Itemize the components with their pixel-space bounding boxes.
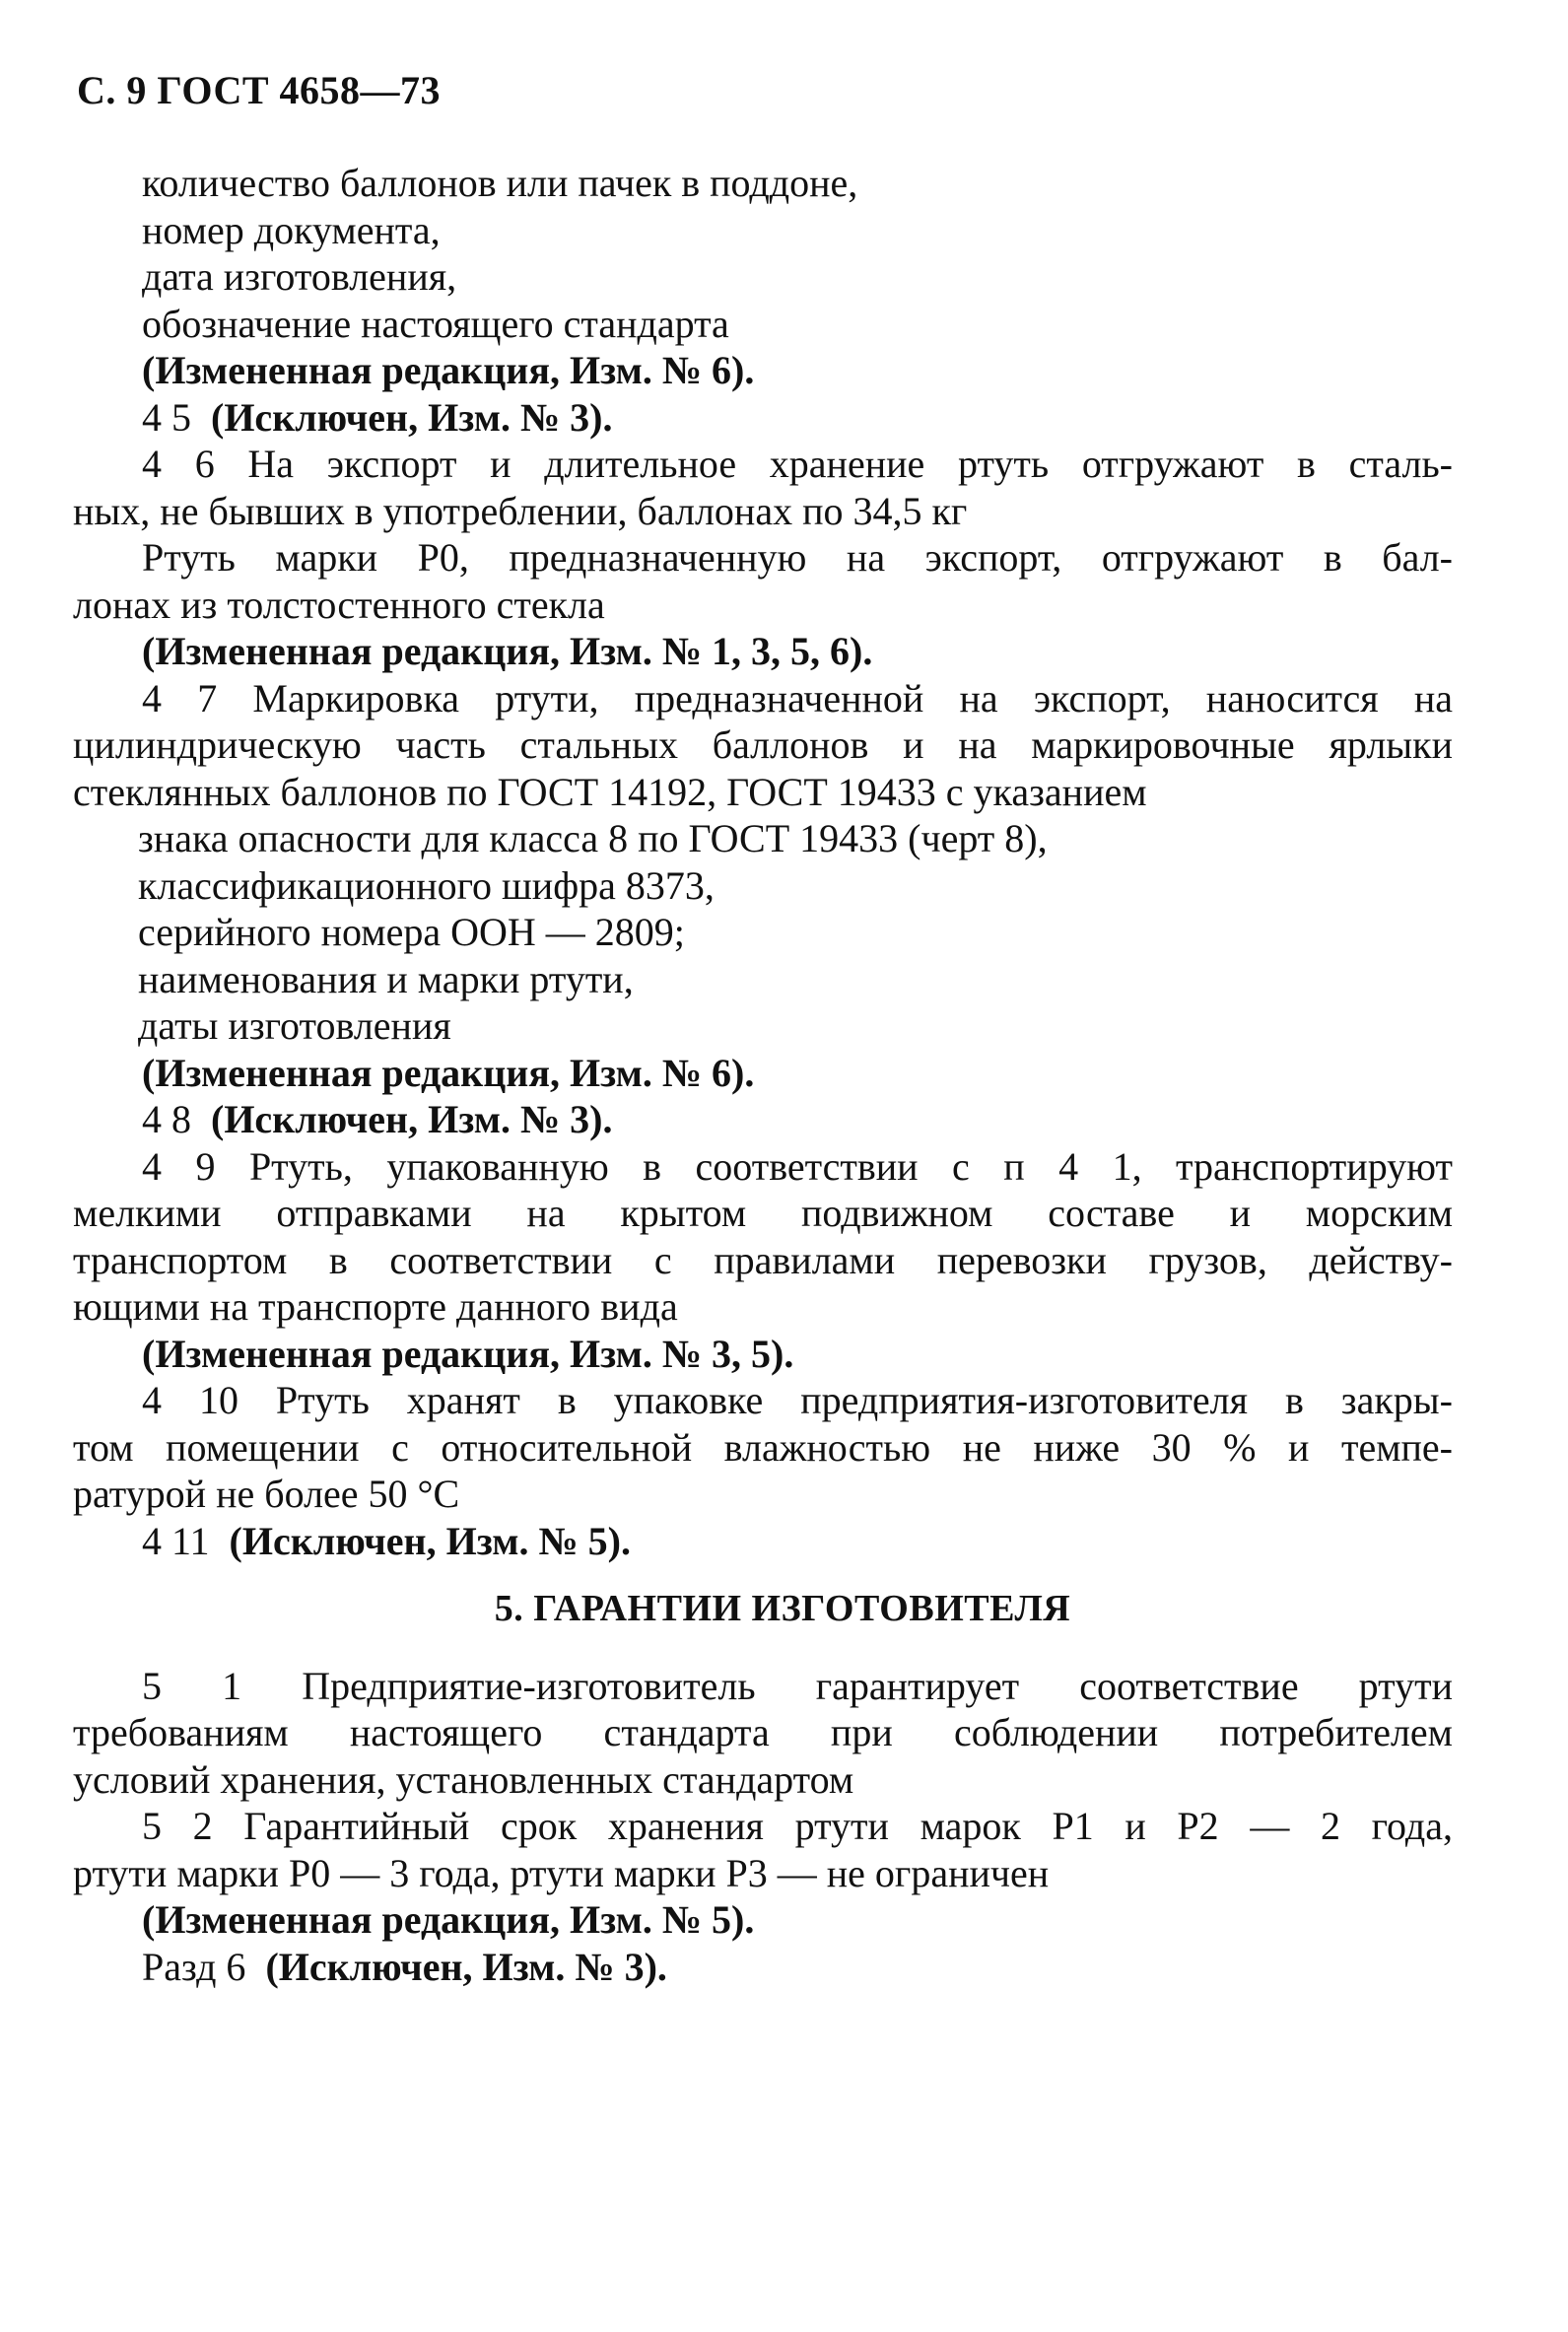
amendment-note: (Измененная редакция, Изм. № 5).	[142, 1897, 755, 1942]
section-heading: 5. ГАРАНТИИ ИЗГОТОВИТЕЛЯ	[494, 1588, 1071, 1629]
section-number: Разд 6	[142, 1944, 246, 1989]
text-line: ратурой не более 50 °С	[73, 1472, 460, 1516]
text-line: ющими на транспорте данного вида	[73, 1284, 678, 1329]
amendment-note: (Исключен, Изм. № 5).	[229, 1518, 631, 1563]
clause-number: 4 8	[142, 1097, 191, 1141]
text-line: транспортом в соответствии с правилами перевозки грузов, действу-	[73, 1237, 1453, 1282]
text-line: классификационного шифра 8373,	[138, 862, 715, 908]
text-line: 5 2 Гарантийный срок хранения ртути марок Р1 и Р2 — 2 года,	[142, 1804, 1453, 1848]
text-line: серийного номера ООН — 2809;	[138, 910, 685, 954]
text-line: 4 7 Маркировка ртути, предназначенной на экспорт, наносится на	[142, 675, 1453, 720]
text-line: 4 6 На экспорт и длительное хранение ртуть отгружают в сталь-	[142, 442, 1453, 486]
document-body	[73, 160, 1453, 1990]
text-line: том помещении с относительной влажностью не ниже 30 % и темпе-	[73, 1424, 1453, 1470]
clause-number: 4 5	[142, 394, 191, 440]
text-line: лонах из толстостенного стекла	[73, 582, 605, 627]
text-line: наименования и марки ртути,	[138, 956, 634, 1001]
text-line: ртути марки Р0 — 3 года, ртути марки Р3 — не ограничен	[73, 1850, 1050, 1895]
page-header: С. 9 ГОСТ 4658—73	[77, 68, 442, 112]
text-line: 4 10 Ртуть хранят в упаковке предприятия-изготовителя в закры-	[142, 1378, 1453, 1422]
text-line: мелкими отправками на крытом подвижном составе и морским	[73, 1191, 1453, 1235]
amendment-note: (Измененная редакция, Изм. № 1, 3, 5, 6).	[142, 629, 873, 673]
clause-excluded	[73, 1518, 1453, 1565]
text-line: цилиндрическую часть стальных баллонов и на маркировочные ярлыки	[73, 722, 1453, 767]
amendment-note: (Исключен, Изм. № 3).	[211, 394, 613, 440]
text-line: условий хранения, установленных стандартом	[73, 1756, 854, 1802]
text-line: стеклянных баллонов по ГОСТ 14192, ГОСТ 19433 с указанием	[73, 769, 1147, 814]
text-line: количество баллонов или пачек в поддоне,	[142, 161, 858, 205]
clause-excluded	[73, 1096, 1453, 1143]
text-line: знака опасности для класса 8 по ГОСТ 19433 (черт 8),	[138, 816, 1048, 860]
amendment-note: (Исключен, Изм. № 3).	[211, 1097, 613, 1141]
clause-excluded	[73, 394, 1453, 442]
text-line: Ртуть марки Р0, предназначенную на экспорт, отгружают в бал-	[142, 535, 1453, 580]
text-line: 5 1 Предприятие-изготовитель гарантирует соответствие ртути	[142, 1663, 1453, 1708]
text-line: обозначение настоящего стандарта	[142, 301, 729, 346]
text-line: ных, не бывших в употреблении, баллонах по 34,5 кг	[73, 488, 968, 533]
text-line: 4 9 Ртуть, упакованную в соответствии с п 4 1, транспортируют	[142, 1143, 1453, 1189]
text-line: дата изготовления,	[142, 254, 457, 299]
text-line: даты изготовления	[138, 1003, 451, 1048]
amendment-note: (Исключен, Изм. № 3).	[265, 1944, 667, 1989]
amendment-note: (Измененная редакция, Изм. № 6).	[142, 348, 755, 392]
amendment-note: (Измененная редакция, Изм. № 6).	[142, 1050, 755, 1095]
text-line: требованиям настоящего стандарта при соблюдении потребителем	[73, 1710, 1453, 1754]
amendment-note: (Измененная редакция, Изм. № 3, 5).	[142, 1331, 794, 1376]
text-line: номер документа,	[142, 207, 441, 252]
clause-number: 4 11	[142, 1518, 210, 1563]
section-excluded	[73, 1944, 1453, 1991]
